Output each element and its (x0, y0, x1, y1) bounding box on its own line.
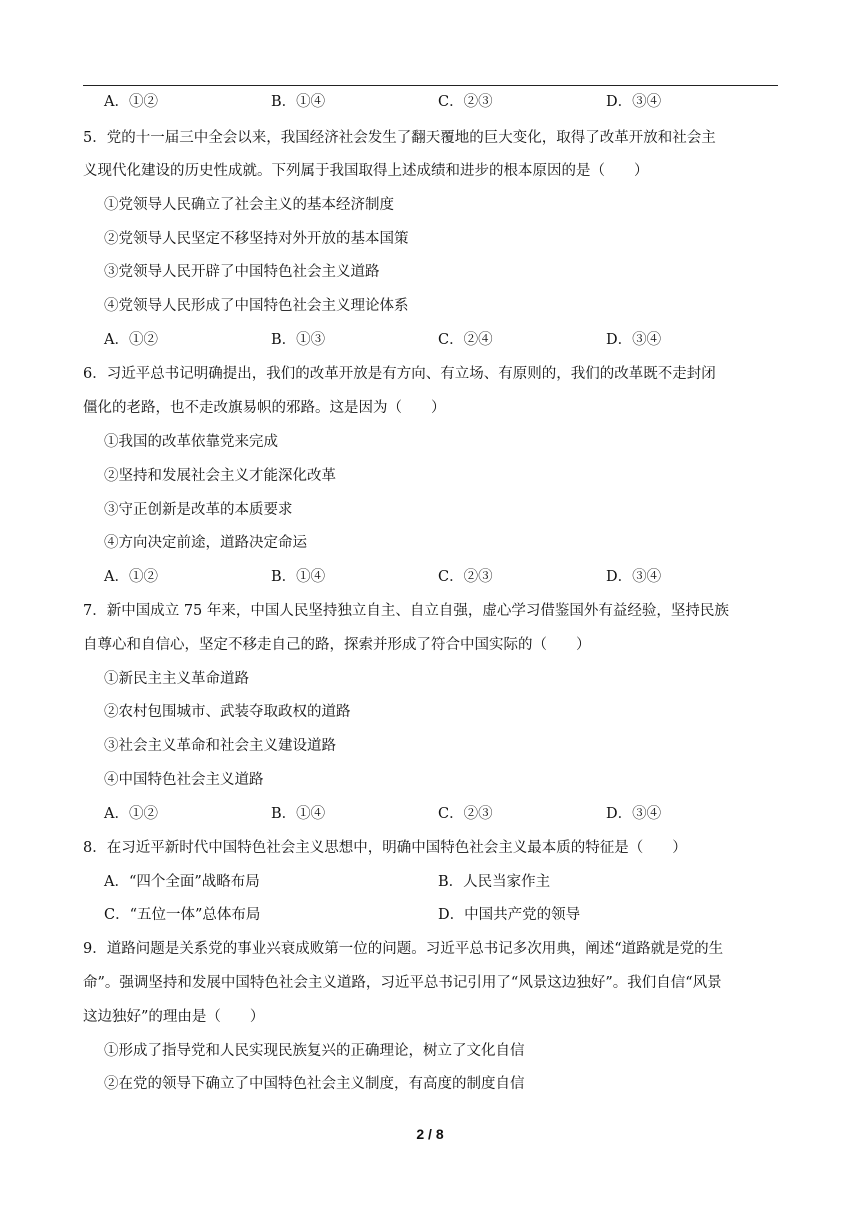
q7-item-4: ④中国特色社会主义道路 (104, 772, 264, 788)
q7-item-2: ②农村包围城市、武装夺取政权的道路 (104, 704, 351, 720)
q9-item-2: ②在党的领导下确立了中国特色社会主义制度，有高度的制度自信 (104, 1076, 525, 1092)
q6-item-4: ④方向决定前途，道路决定命运 (104, 535, 307, 551)
q9-stem-line1: 9．道路问题是关系党的事业兴衰成败第一位的问题。习近平总书记多次用典，阐述“道路就是党的生 (83, 941, 724, 957)
q6-stem-line2: 僵化的老路，也不走改旗易帜的邪路。这是因为（ ） (83, 400, 446, 416)
q5-item-1: ①党领导人民确立了社会主义的基本经济制度 (104, 197, 394, 213)
q8-option-c: C．“五位一体”总体布局 (104, 907, 261, 923)
q9-stem-line3: 这边独好”的理由是（ ） (83, 1009, 265, 1025)
q6-option-b: B．①④ (271, 569, 326, 585)
q6-item-3: ③守正创新是改革的本质要求 (104, 502, 293, 518)
q6-option-d: D．③④ (606, 569, 662, 585)
q7-item-3: ③社会主义革命和社会主义建设道路 (104, 738, 336, 754)
q5-item-3: ③党领导人民开辟了中国特色社会主义道路 (104, 264, 380, 280)
q7-option-a: A．①② (104, 806, 158, 822)
q8-option-d: D．中国共产党的领导 (438, 907, 581, 923)
q4-option-c: C．②③ (438, 94, 493, 110)
q4-option-a: A．①② (104, 94, 158, 110)
q5-stem-line2: 义现代化建设的历史性成就。下列属于我国取得上述成绩和进步的根本原因的是（ ） (83, 163, 649, 179)
q5-option-b: B．①③ (271, 332, 326, 348)
q7-item-1: ①新民主主义革命道路 (104, 671, 249, 687)
q7-option-b: B．①④ (271, 806, 326, 822)
q6-option-c: C．②③ (438, 569, 493, 585)
q5-stem-line1: 5．党的十一届三中全会以来，我国经济社会发生了翻天覆地的巨大变化，取得了改革开放和社会主 (83, 130, 716, 146)
header-rule (83, 85, 778, 86)
q9-stem-line2: 命”。强调坚持和发展中国特色社会主义道路，习近平总书记引用了“风景这边独好”。我们自信“风景 (83, 975, 722, 991)
q6-option-a: A．①② (104, 569, 158, 585)
q6-item-1: ①我国的改革依靠党来完成 (104, 434, 278, 450)
q5-item-2: ②党领导人民坚定不移坚持对外开放的基本国策 (104, 231, 409, 247)
q5-option-d: D．③④ (606, 332, 662, 348)
q7-stem-line2: 自尊心和自信心，坚定不移走自己的路，探索并形成了符合中国实际的（ ） (83, 637, 591, 653)
q6-item-2: ②坚持和发展社会主义才能深化改革 (104, 468, 336, 484)
page-number: 2 / 8 (416, 1126, 444, 1142)
q7-stem-line1: 7．新中国成立 75 年来，中国人民坚持独立自主、自立自强，虚心学习借鉴国外有益经验，坚持民族 (83, 603, 729, 619)
q4-option-b: B．①④ (271, 94, 326, 110)
q5-option-c: C．②④ (438, 332, 493, 348)
q8-option-a: A．“四个全面”战略布局 (104, 874, 260, 890)
q8-option-b: B．人民当家作主 (438, 874, 551, 890)
q4-option-d: D．③④ (606, 94, 662, 110)
q8-stem-line1: 8．在习近平新时代中国特色社会主义思想中，明确中国特色社会主义最本质的特征是（ ） (83, 840, 687, 856)
q5-item-4: ④党领导人民形成了中国特色社会主义理论体系 (104, 298, 409, 314)
q6-stem-line1: 6．习近平总书记明确提出，我们的改革开放是有方向、有立场、有原则的，我们的改革既不走封闭 (83, 366, 716, 382)
q9-item-1: ①形成了指导党和人民实现民族复兴的正确理论，树立了文化自信 (104, 1043, 525, 1059)
q5-option-a: A．①② (104, 332, 158, 348)
q7-option-d: D．③④ (606, 806, 662, 822)
q7-option-c: C．②③ (438, 806, 493, 822)
